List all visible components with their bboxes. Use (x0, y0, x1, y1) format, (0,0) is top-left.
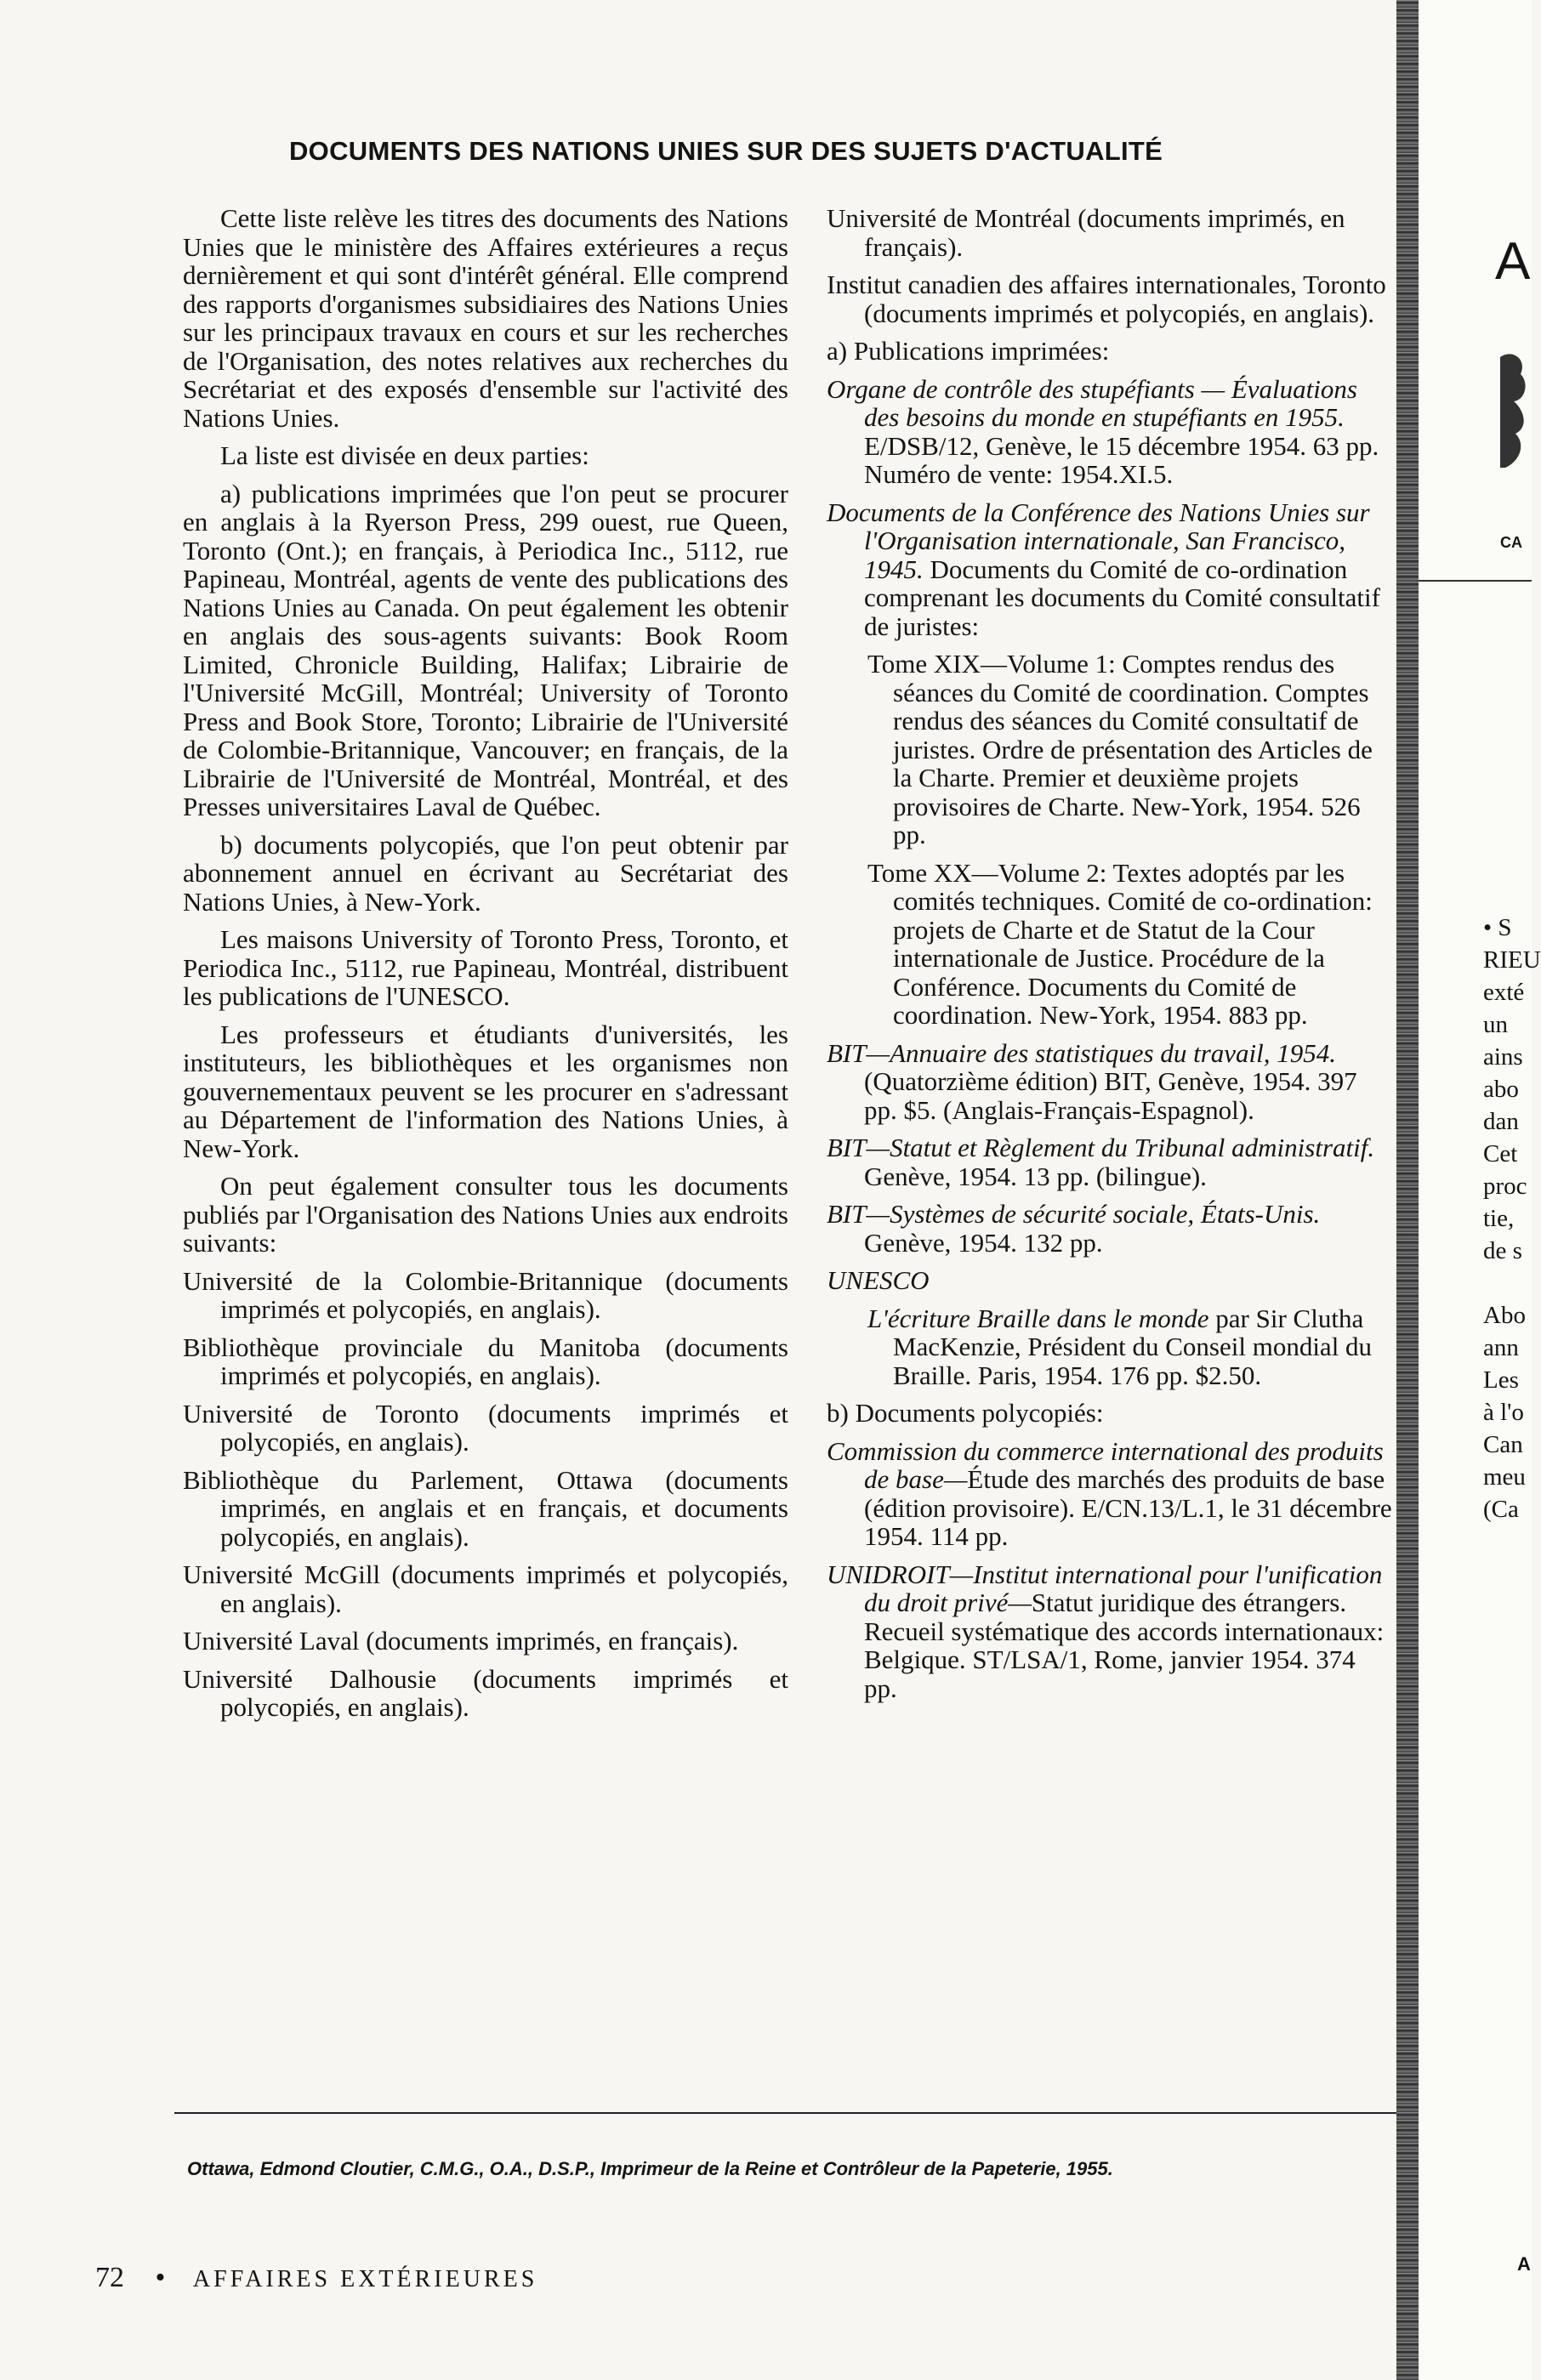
entry-text: Institut canadien des affaires internationales, Toronto (documents imprimés et polycopiés, en anglais). (827, 270, 1386, 328)
left-paragraph: Université de Toronto (documents imprimés et polycopiés, en anglais). (183, 1398, 788, 1457)
page-title: DOCUMENTS DES NATIONS UNIES SUR DES SUJETS D'ACTUALITÉ (289, 136, 1163, 166)
book-binding-shadow (1396, 0, 1419, 2380)
left-paragraph: Les professeurs et étudiants d'universités, les instituteurs, les bibliothèques et les organismes non gouvernementaux peuvent se les procurer en s'adressant au Département de l'information des Nations Unies, à New-York. (183, 1019, 788, 1163)
entry-title: BIT—Systèmes de sécurité sociale, États-Unis. (827, 1199, 1321, 1229)
left-paragraph: Université Dalhousie (documents imprimés et polycopiés, en anglais). (183, 1663, 788, 1722)
entry-title: L'écriture Braille dans le monde (867, 1303, 1209, 1333)
right-entry (827, 375, 1395, 489)
adjacent-letter: A (1495, 232, 1531, 291)
left-paragraph: b) documents polycopiés, que l'on peut obtenir par abonnement annuel en écrivant au Secrétariat des Nations Unies, à New-York. (183, 829, 788, 917)
right-entry (827, 1560, 1395, 1703)
entry-text: Tome XX—Volume 2: Textes adoptés par les comités techniques. Comité de co-ordination: projets de Charte et de Statut de la Cour internationale de Justice. Procédure de la Conférence. Documents du Comité de coordination. New-York, 1954. 883 pp. (867, 857, 1373, 1030)
entry-text: b) Documents polycopiés: (827, 1398, 1104, 1428)
entry-title: Organe de contrôle des stupéfiants — Évaluations des besoins du monde en stupéfiants en 1955. (827, 373, 1357, 432)
entry-title: Commission du commerce international des produits de base— (827, 1435, 1384, 1494)
right-entry (827, 1133, 1395, 1190)
entry-title: BIT—Annuaire des statistiques du travail, 1954. (827, 1037, 1337, 1068)
publication-name: AFFAIRES EXTÉRIEURES (192, 2266, 538, 2292)
left-paragraph: La liste est divisée en deux parties: (220, 440, 589, 470)
entry-text: (Quatorzième édition) BIT, Genève, 1954. 397 pp. $5. (Anglais-Français-Espagnol). (864, 1066, 1357, 1125)
right-entry (827, 498, 1395, 641)
adjacent-rule (1419, 580, 1532, 582)
right-entry (827, 1039, 1395, 1125)
left-paragraph: On peut également consulter tous les documents publiés par l'Organisation des Nations Unies aux endroits suivants: (183, 1171, 788, 1258)
adjacent-ca: CA (1500, 534, 1522, 551)
footer-rule (174, 2112, 1407, 2114)
entry-text: Genève, 1954. 13 pp. (bilingue). (864, 1161, 1207, 1191)
entry-text: Genève, 1954. 132 pp. (864, 1227, 1103, 1258)
right-entry (827, 204, 1395, 261)
page-footer (95, 2262, 537, 2294)
entry-title: BIT—Statut et Règlement du Tribunal administratif. (827, 1133, 1375, 1162)
entry-text: Université de Montréal (documents imprimés, en français). (827, 203, 1345, 262)
right-entry (827, 1304, 1395, 1390)
adjacent-bottom-letter: A (1517, 2253, 1531, 2275)
right-entry (827, 270, 1395, 327)
entry-title: UNESCO (827, 1265, 930, 1295)
right-entry (827, 859, 1395, 1030)
left-paragraph: Bibliothèque provinciale du Manitoba (documents imprimés et polycopiés, en anglais). (183, 1332, 788, 1390)
left-paragraph: Université McGill (documents imprimés et polycopiés, en anglais). (183, 1559, 788, 1618)
adjacent-text: • S RIEU exté un ains abo dan Cet proc tie, de s Abo ann Les à l'o Can meu (Ca (1483, 914, 1541, 1523)
crest-icon (1495, 349, 1532, 476)
footer-bullet: • (155, 2262, 166, 2293)
entry-text: Documents du Comité de co-ordination comprenant les documents du Comité consultatif de juristes: (864, 554, 1380, 641)
right-entry (827, 650, 1395, 849)
left-paragraph: Université de la Colombie-Britannique (documents imprimés et polycopiés, en anglais). (183, 1265, 788, 1324)
right-entry (827, 1200, 1395, 1257)
imprint-line: Ottawa, Edmond Cloutier, C.M.G., O.A., D.S.P., Imprimeur de la Reine et Contrôleur de la Papeterie, 1955. (187, 2158, 1113, 2179)
right-entry (827, 1437, 1395, 1551)
page-number: 72 (95, 2262, 124, 2293)
entry-text: a) Publications imprimées: (827, 336, 1110, 366)
right-entry (827, 337, 1395, 366)
left-paragraph: Bibliothèque du Parlement, Ottawa (documents imprimés, en anglais et en français, et documents polycopiés, en anglais). (183, 1464, 788, 1552)
left-paragraph: Les maisons University of Toronto Press, Toronto, et Periodica Inc., 5112, rue Papineau, Montréal, distribuent les publications de l'UNESCO. (183, 924, 788, 1011)
right-column (827, 204, 1395, 2075)
entry-text: Statut juridique des étrangers. Recueil systématique des accords internationaux: Belgique. ST/LSA/1, Rome, janvier 1954. 374 pp. (864, 1588, 1385, 1703)
right-entry (827, 1399, 1395, 1428)
entry-text: par Sir Clutha MacKenzie, Président du Conseil mondial du Braille. Paris, 1954. 176 pp. $2.50. (893, 1303, 1373, 1390)
left-paragraph: a) publications imprimées que l'on peut se procurer en anglais à la Ryerson Press, 299 ouest, rue Queen, Toronto (Ont.); en français, à Periodica Inc., 5112, rue Papineau, Montréal, agents de vente des publications des Nations Unies au Canada. On peut également les obtenir en anglais des sous-agents suivants: Book Room Limited, Chronicle Building, Halifax; Librairie de l'Université McGill, Montréal; University of Toronto Press and Book Store, Toronto; Librairie de l'Université de Colombie-Britannique, Vancouver; en français, de la Librairie de l'Université de Montréal, Montréal, et des Presses universitaires Laval de Québec. (183, 478, 788, 821)
entry-text: Tome XIX—Volume 1: Comptes rendus des séances du Comité de coordination. Comptes rendus des séances du Comité consultatif de juristes. Ordre de présentation des Articles de la Charte. Premier et deuxième projets provisoires de Charte. New-York, 1954. 526 pp. (867, 649, 1373, 849)
entry-title: Documents de la Conférence des Nations Unies sur l'Organisation internationale, San Francisco, 1945. (827, 497, 1370, 584)
left-column (183, 204, 788, 1731)
entry-title: UNIDROIT—Institut international pour l'unification du droit privé— (827, 1559, 1383, 1617)
entry-text: E/DSB/12, Genève, le 15 décembre 1954. 63 pp. Numéro de vente: 1954.XI.5. (864, 430, 1379, 489)
left-paragraph: Université Laval (documents imprimés, en français). (183, 1626, 739, 1656)
adjacent-page-edge (1419, 0, 1541, 2380)
left-paragraph: Cette liste relève les titres des documents des Nations Unies que le ministère des Affaires extérieures a reçus dernièrement et qui sont d'intérêt général. Elle comprend des rapports d'organismes subsidiaires des Nations Unies sur les principaux travaux en cours et sur les recherches de l'Organisation, des notes relatives aux recherches du Secrétariat et des exposés d'ensemble sur l'activité des Nations Unies. (183, 203, 788, 433)
entry-text: Étude des marchés des produits de base (édition provisoire). E/CN.13/L.1, le 31 décembre 1954. 114 pp. (864, 1464, 1392, 1551)
right-entry (827, 1266, 1395, 1295)
